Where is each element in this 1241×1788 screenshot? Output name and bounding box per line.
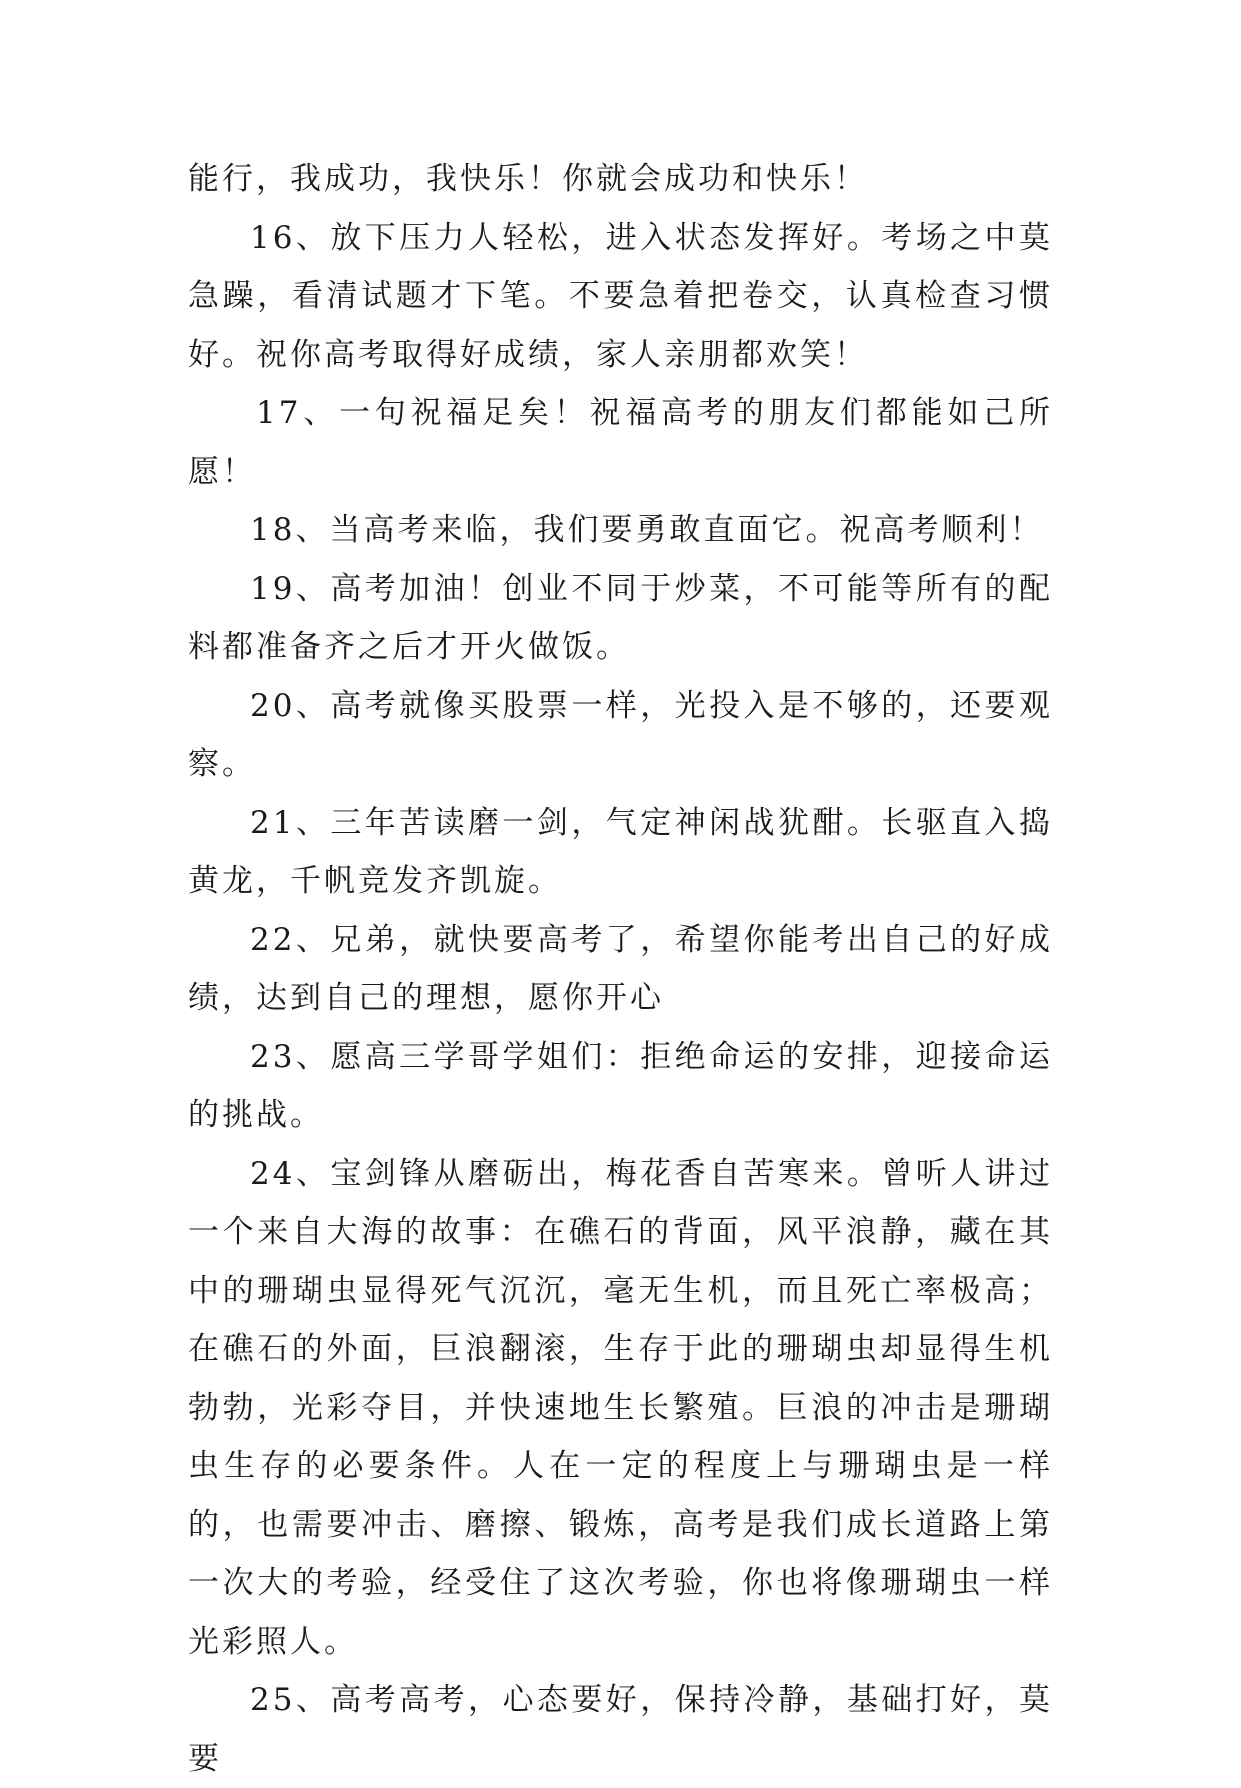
paragraph-17: 17、一句祝福足矣！祝福高考的朋友们都能如己所愿！ (188, 395, 1053, 490)
paragraph-24: 24、宝剑锋从磨砺出，梅花香自苦寒来。曾听人讲过一个来自大海的故事：在礁石的背面，风平浪静，藏在其中的珊瑚虫显得死气沉沉，毫无生机，而且死亡率极高；在礁石的外面，巨浪翻滚，生存于此的珊瑚虫却显得生机勃勃，光彩夺目，并快速地生长繁殖。巨浪的冲击是珊瑚虫生存的必要条件。人在一定的程度上与珊瑚虫是一样的，也需要冲击、磨擦、锻炼，高考是我们成长道路上第一次大的考验，经受住了这次考验，你也将像珊瑚虫一样光彩照人。 (188, 1155, 1053, 1660)
paragraph-continuation: 能行，我成功，我快乐！你就会成功和快乐！ (188, 161, 868, 197)
paragraph-18: 18、当高考来临，我们要勇敢直面它。祝高考顺利！ (250, 512, 1044, 548)
paragraph-16: 16、放下压力人轻松，进入状态发挥好。考场之中莫急躁，看清试题才下笔。不要急着把卷交，认真检查习惯好。祝你高考取得好成绩，家人亲朋都欢笑！ (188, 219, 1053, 373)
paragraph-23: 23、愿高三学哥学姐们：拒绝命运的安排，迎接命运的挑战。 (188, 1038, 1053, 1133)
document-body (188, 150, 1053, 1788)
paragraph-19: 19、高考加油！创业不同于炒菜，不可能等所有的配料都准备齐之后才开火做饭。 (188, 570, 1053, 665)
paragraph-20: 20、高考就像买股票一样，光投入是不够的，还要观察。 (188, 687, 1053, 782)
paragraph-21: 21、三年苦读磨一剑，气定神闲战犹酣。长驱直入捣黄龙，千帆竞发齐凯旋。 (188, 804, 1053, 899)
paragraph-25: 25、高考高考，心态要好，保持冷静，基础打好，莫要 (188, 1682, 1053, 1777)
paragraph-22: 22、兄弟，就快要高考了，希望你能考出自己的好成绩，达到自己的理想，愿你开心 (188, 921, 1053, 1016)
